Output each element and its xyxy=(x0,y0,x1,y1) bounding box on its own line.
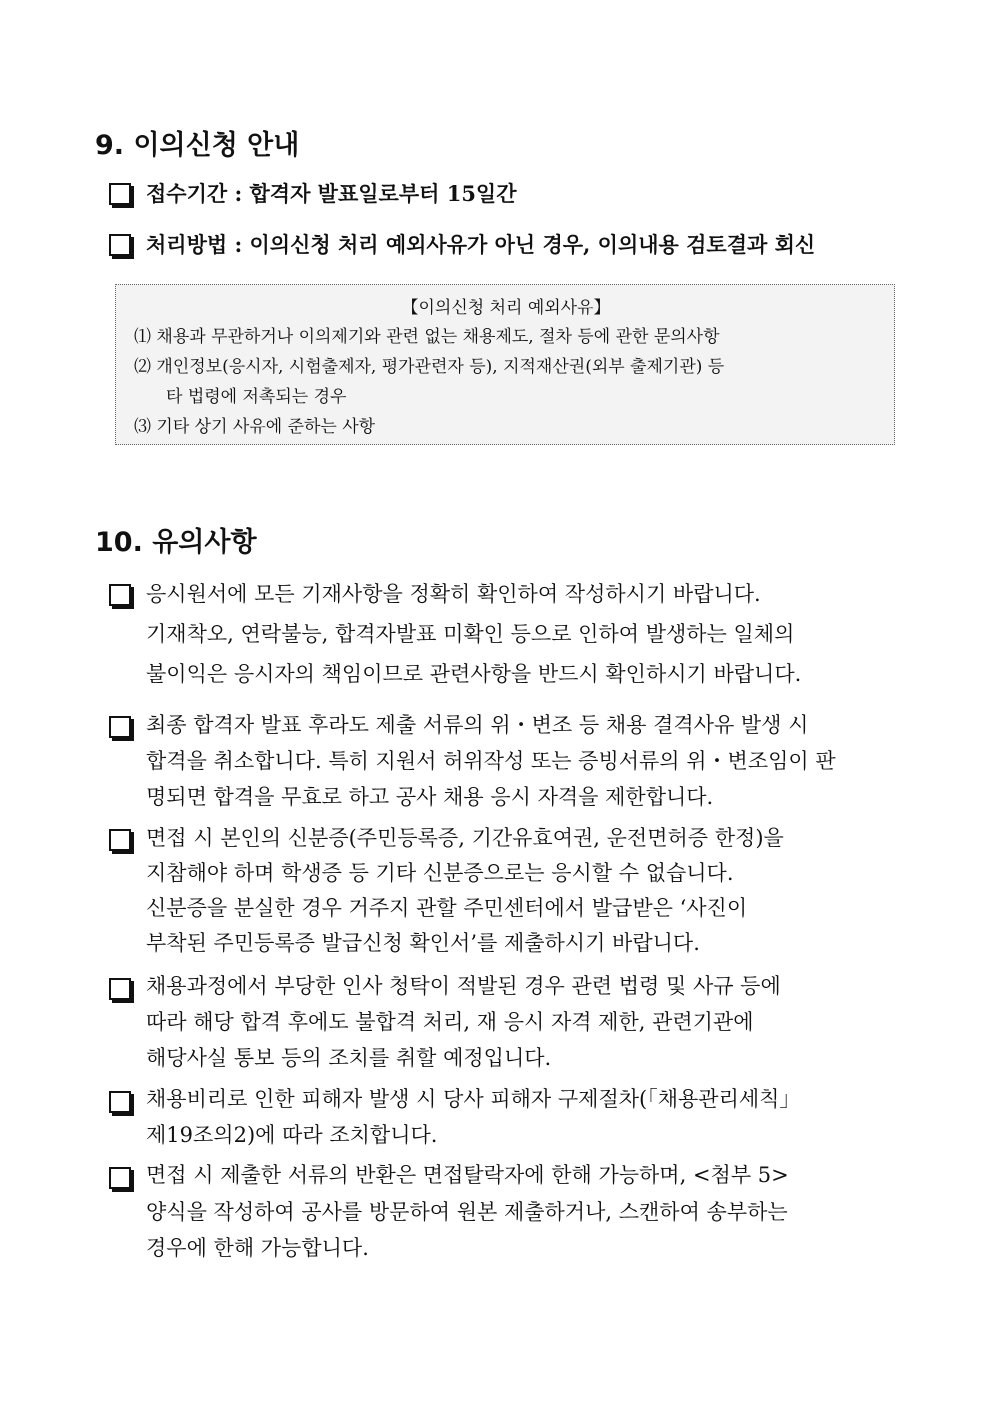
exception-line: 타 법령에 저촉되는 경우 xyxy=(166,387,347,407)
notice-line: 신분증을 분실한 경우 거주지 관할 주민센터에서 발급받은 ‘사진이 xyxy=(146,896,748,920)
notice-line: 따라 해당 합격 후에도 불합격 처리, 재 응시 자격 제한, 관련기관에 xyxy=(146,1010,754,1034)
notice-line: 부착된 주민등록증 발급신청 확인서’를 제출하시기 바랍니다. xyxy=(146,931,700,955)
notice-line: 양식을 작성하여 공사를 방문하여 원본 제출하거나, 스캔하여 송부하는 xyxy=(146,1200,788,1224)
notice-line: 채용과정에서 부당한 인사 청탁이 적발된 경우 관련 법령 및 사규 등에 xyxy=(146,974,781,998)
exception-line: ⑵ 개인정보(응시자, 시험출제자, 평가관련자 등), 지적재산권(외부 출제기관) 등 xyxy=(134,357,725,377)
exception-reasons-box xyxy=(115,284,895,445)
exception-line: ⑶ 기타 상기 사유에 준하는 사항 xyxy=(134,417,376,437)
notice-line: 제19조의2)에 따라 조치합니다. xyxy=(146,1123,438,1147)
exception-line: ⑴ 채용과 무관하거나 이의제기와 관련 없는 채용제도, 절차 등에 관한 문의사항 xyxy=(134,327,720,347)
s9-item-reception-period: 접수기간 : 합격자 발표일로부터 15일간 xyxy=(146,181,517,206)
checkbox-square-icon xyxy=(109,183,131,205)
notice-line: 면접 시 본인의 신분증(주민등록증, 기간유효여권, 운전면허증 한정)을 xyxy=(146,826,784,850)
notice-line: 지참해야 하며 학생증 등 기타 신분증으로는 응시할 수 없습니다. xyxy=(146,861,734,885)
s9-item-processing-method: 처리방법 : 이의신청 처리 예외사유가 아닌 경우, 이의내용 검토결과 회신 xyxy=(146,232,816,257)
section-10-title: 10. 유의사항 xyxy=(95,527,257,558)
checkbox-square-icon xyxy=(109,829,131,851)
notice-line: 해당사실 통보 등의 조치를 취할 예정입니다. xyxy=(146,1046,552,1070)
notice-line: 불이익은 응시자의 책임이므로 관련사항을 반드시 확인하시기 바랍니다. xyxy=(146,662,802,686)
checkbox-square-icon xyxy=(109,716,131,738)
checkbox-square-icon xyxy=(109,1091,131,1113)
checkbox-square-icon xyxy=(109,1167,131,1189)
section-9-title: 9. 이의신청 안내 xyxy=(95,130,300,161)
notice-line: 명되면 합격을 무효로 하고 공사 채용 응시 자격을 제한합니다. xyxy=(146,785,714,809)
checkbox-square-icon xyxy=(109,978,131,1000)
notice-line: 최종 합격자 발표 후라도 제출 서류의 위・변조 등 채용 결격사유 발생 시 xyxy=(146,713,809,737)
notice-line: 기재착오, 연락불능, 합격자발표 미확인 등으로 인하여 발생하는 일체의 xyxy=(146,622,795,646)
notice-line: 합격을 취소합니다. 특히 지원서 허위작성 또는 증빙서류의 위・변조임이 판 xyxy=(146,749,836,773)
checkbox-square-icon xyxy=(109,234,131,256)
notice-line: 경우에 한해 가능합니다. xyxy=(146,1236,369,1260)
notice-line: 면접 시 제출한 서류의 반환은 면접탈락자에 한해 가능하며, <첨부 5> xyxy=(146,1163,789,1187)
checkbox-square-icon xyxy=(109,584,131,606)
exception-box-title: 【이의신청 처리 예외사유】 xyxy=(401,298,611,318)
notice-line: 채용비리로 인한 피해자 발생 시 당사 피해자 구제절차(「채용관리세칙」 xyxy=(146,1087,801,1111)
notice-line: 응시원서에 모든 기재사항을 정확히 확인하여 작성하시기 바랍니다. xyxy=(146,582,761,606)
